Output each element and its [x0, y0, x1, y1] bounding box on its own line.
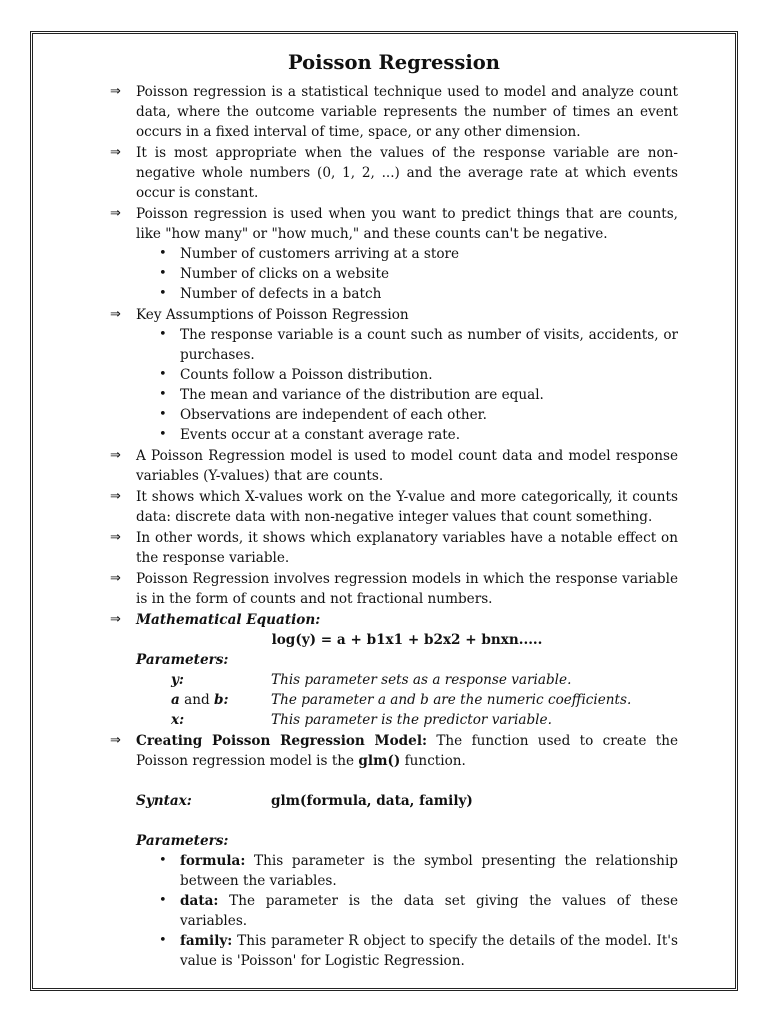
parameter-description: This parameter is the symbol presenting the relationship between the variables.: [180, 853, 678, 889]
section-heading: Creating Poisson Regression Model:: [136, 733, 428, 749]
paragraph-text: A Poisson Regression model is used to model count data and model response variables (Y-values) that are counts.: [136, 448, 678, 484]
list-item: [110, 731, 678, 771]
parameter-name-and: and: [179, 692, 215, 708]
bullet-item: • Number of customers arriving at a store: [180, 244, 678, 264]
parameter-name: formula:: [180, 853, 246, 869]
parameter-name: [171, 690, 271, 710]
syntax-row: [110, 791, 678, 811]
parameter-name-b: b:: [214, 692, 229, 708]
parameter-description: The parameter a and b are the numeric coefficients.: [271, 692, 632, 708]
paragraph-text: Poisson Regression involves regression models in which the response variable is in the form of counts and not fractional numbers.: [136, 571, 678, 607]
paragraph-text: The function used to create the Poisson regression model is the: [136, 733, 678, 769]
section-heading: Mathematical Equation:: [136, 612, 321, 628]
arrow-icon: ⇒: [110, 733, 121, 748]
parameter-name: family:: [180, 933, 233, 949]
paragraph-text: It shows which X-values work on the Y-value and more categorically, it counts data: discrete data with non-negative integer values that count something.: [136, 489, 678, 525]
list-item: [110, 528, 678, 568]
parameter-row: [110, 710, 678, 730]
arrow-icon: ⇒: [110, 489, 121, 504]
function-parameters-list: [110, 851, 678, 971]
arrow-icon: ⇒: [110, 206, 121, 221]
arrow-icon: ⇒: [110, 307, 121, 322]
bullet-item: [180, 931, 678, 971]
section-heading: Parameters:: [136, 652, 229, 668]
parameter-description: This parameter R object to specify the details of the model. It's value is 'Poisson' for Logistic Regression.: [180, 933, 678, 969]
arrow-icon: ⇒: [110, 84, 121, 99]
bullet-item: • The mean and variance of the distribution are equal.: [180, 385, 678, 405]
bullet-item: • Events occur at a constant average rate.: [180, 425, 678, 445]
parameter-row: [110, 690, 678, 710]
parameter-row: [110, 670, 678, 690]
parameter-name: data:: [180, 893, 219, 909]
list-item: [110, 610, 678, 630]
bullet-item: [180, 851, 678, 891]
document-body: [110, 50, 678, 971]
list-item: [110, 143, 678, 203]
list-item: [110, 569, 678, 609]
list-item: [110, 446, 678, 486]
syntax-label: Syntax:: [136, 793, 192, 809]
paragraph-text: Poisson regression is used when you want to predict things that are counts, like "how many" or "how much," and these counts can't be negative.: [136, 206, 678, 242]
bullet-item: • Number of defects in a batch: [180, 284, 678, 304]
examples-list: [110, 244, 678, 304]
page-title: Poisson Regression: [288, 51, 500, 74]
parameter-name: y:: [171, 672, 184, 688]
list-item: [110, 305, 678, 325]
bullet-item: • Counts follow a Poisson distribution.: [180, 365, 678, 385]
paragraph-text: It is most appropriate when the values of the response variable are non-negative whole numbers (0, 1, 2, ...) and the average rate at which events occur is constant.: [136, 145, 678, 201]
parameter-description: This parameter is the predictor variable.: [271, 712, 552, 728]
arrow-icon: ⇒: [110, 571, 121, 586]
parameter-name-a: a: [171, 692, 180, 708]
list-item: [110, 487, 678, 527]
syntax-code: glm(formula, data, family): [271, 793, 473, 809]
arrow-icon: ⇒: [110, 612, 121, 627]
list-item: [110, 82, 678, 142]
paragraph-text: function.: [400, 753, 466, 769]
parameter-description: This parameter sets as a response variable.: [271, 672, 572, 688]
equation: log(y) = a + b1x1 + b2x2 + bnxn.....: [271, 632, 543, 648]
bullet-item: • Observations are independent of each other.: [180, 405, 678, 425]
bullet-item: • The response variable is a count such as number of visits, accidents, or purchases.: [180, 325, 678, 365]
section-heading: Parameters:: [136, 833, 229, 849]
paragraph-text: In other words, it shows which explanatory variables have a notable effect on the response variable.: [136, 530, 678, 566]
list-item: [110, 204, 678, 244]
paragraph-text: Key Assumptions of Poisson Regression: [136, 307, 409, 323]
function-name: glm(): [358, 753, 401, 769]
arrow-icon: ⇒: [110, 145, 121, 160]
bullet-item: [180, 891, 678, 931]
parameter-description: The parameter is the data set giving the values of these variables.: [180, 893, 678, 929]
assumptions-list: [110, 325, 678, 445]
bullet-item: • Number of clicks on a website: [180, 264, 678, 284]
arrow-icon: ⇒: [110, 448, 121, 463]
paragraph-text: Poisson regression is a statistical technique used to model and analyze count data, where the outcome variable represents the number of times an event occurs in a fixed interval of time, space, or any other dimension.: [136, 84, 678, 140]
parameter-name: x:: [171, 712, 185, 728]
arrow-icon: ⇒: [110, 530, 121, 545]
